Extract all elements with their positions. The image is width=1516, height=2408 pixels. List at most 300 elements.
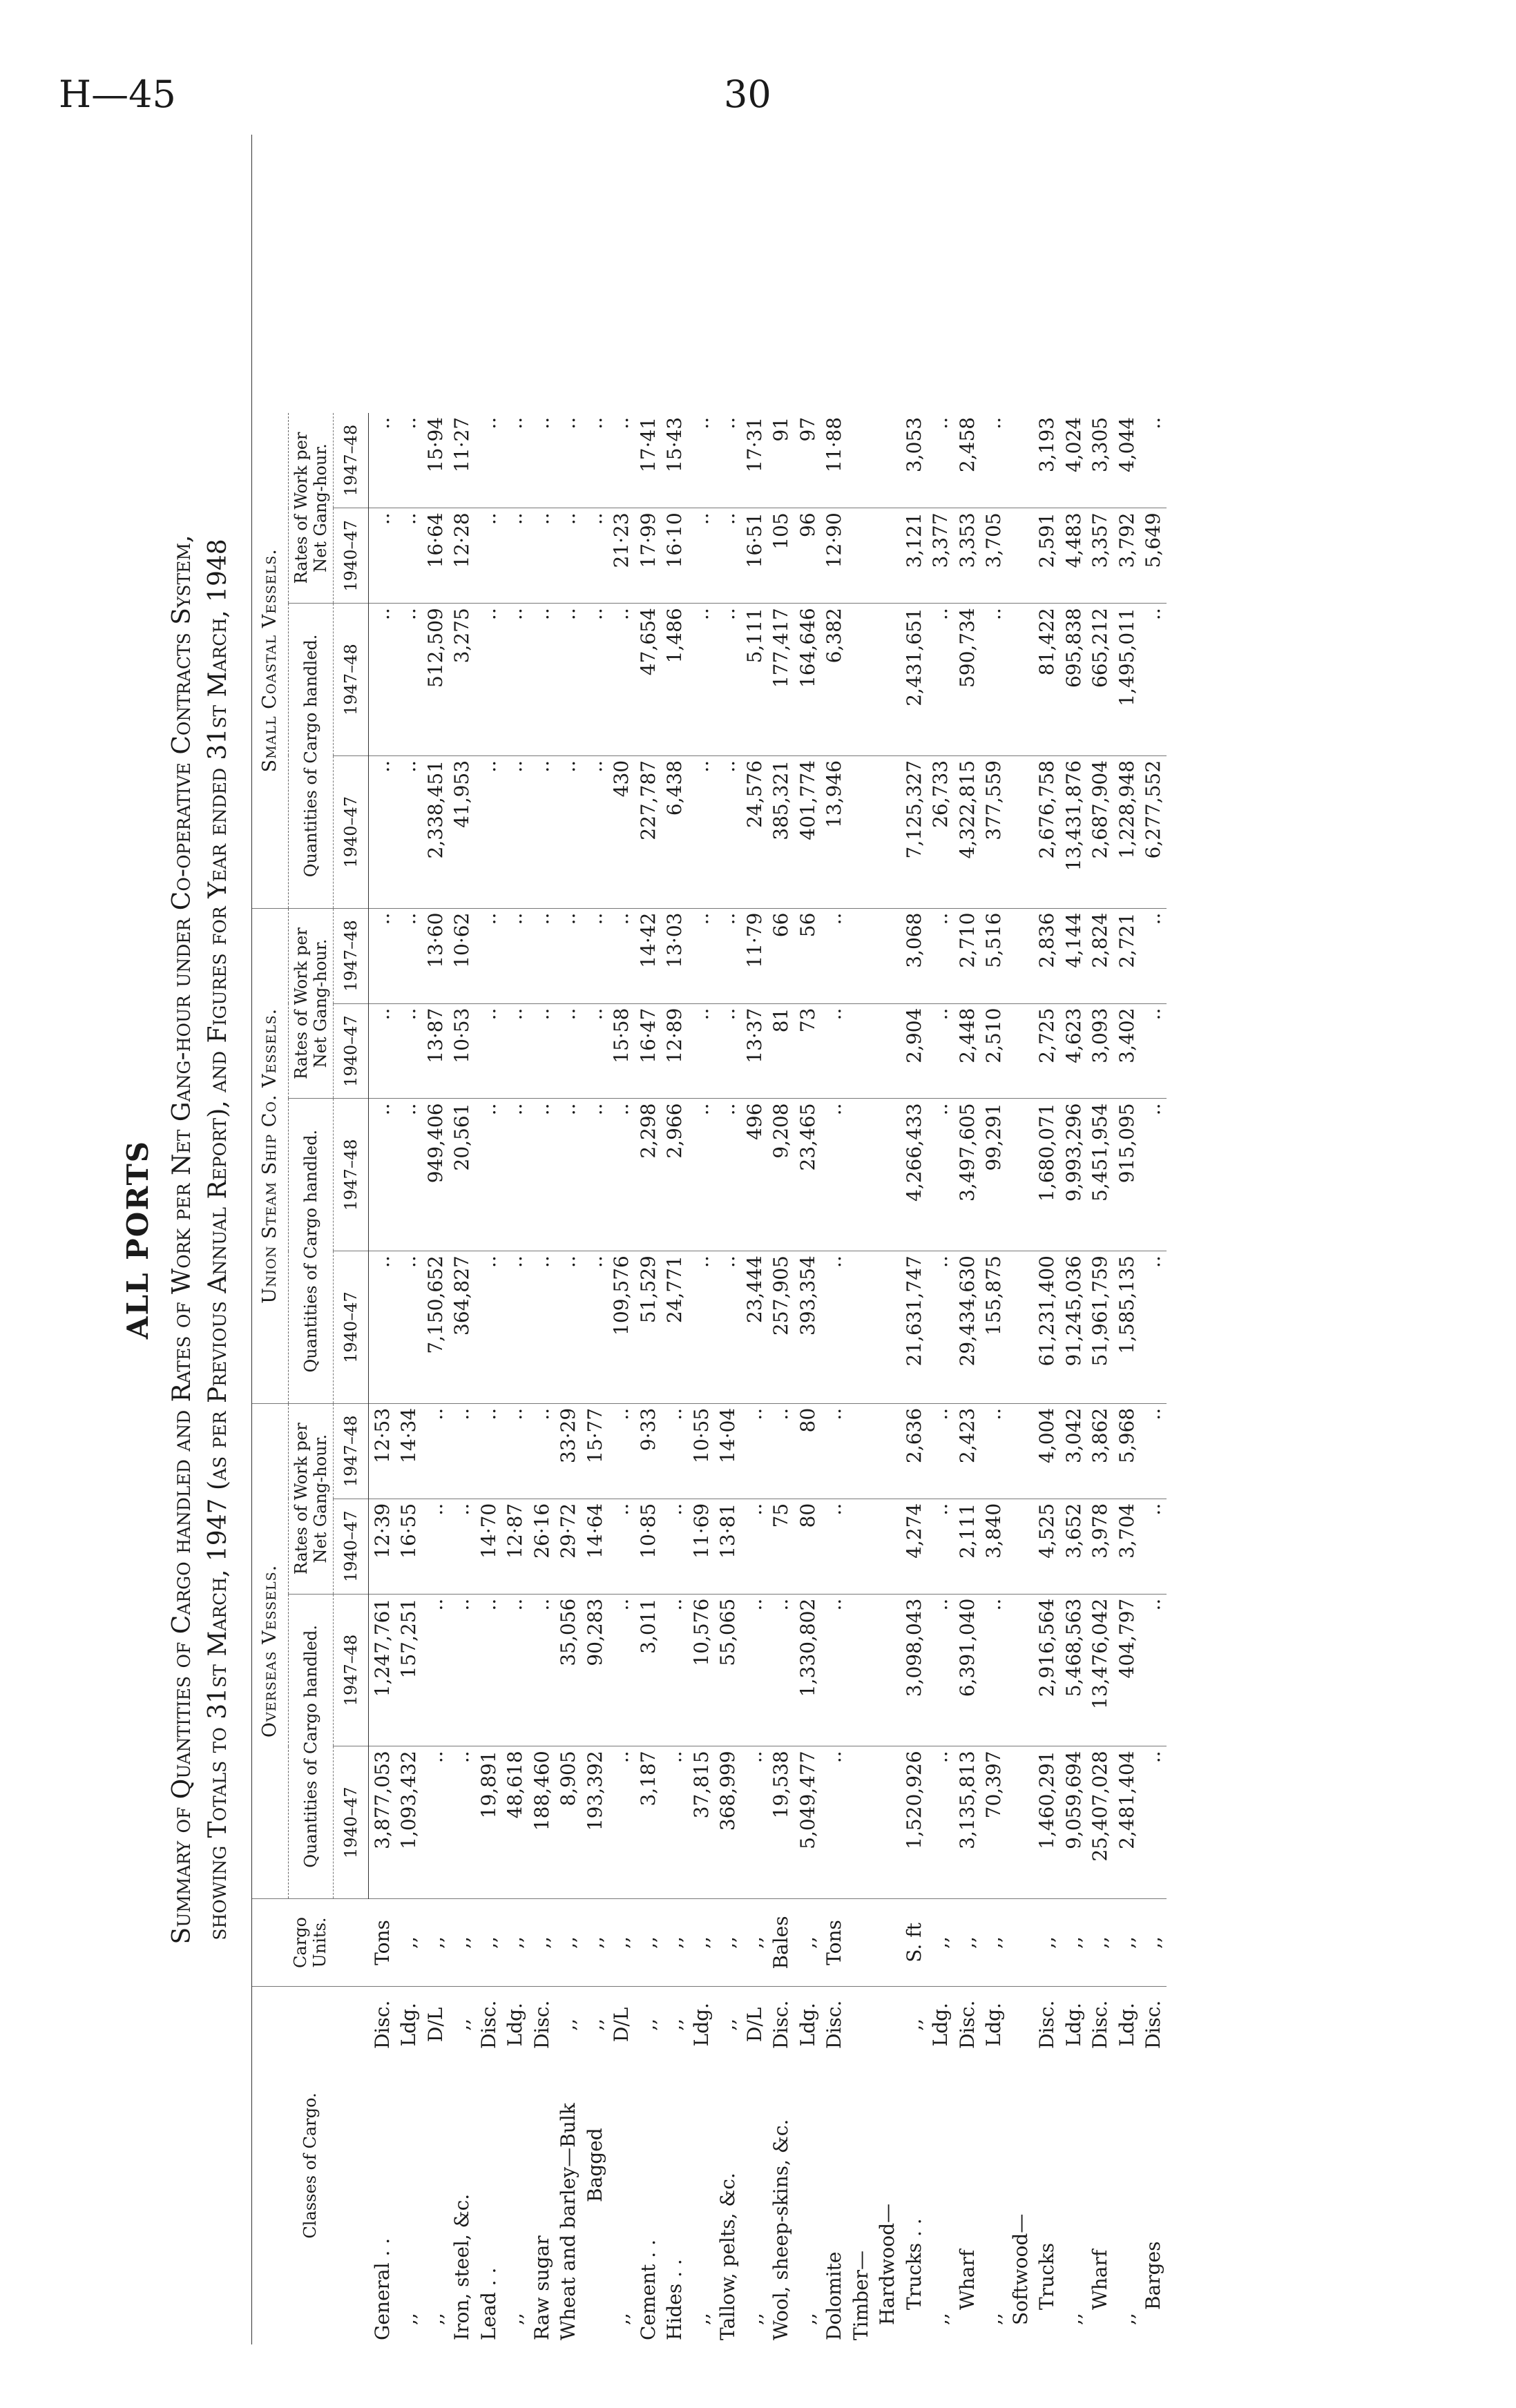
coastal-rate-1947-48: 3,193 bbox=[1034, 413, 1061, 508]
cargo-class: Trucks bbox=[1035, 2242, 1059, 2310]
table-row bbox=[688, 135, 715, 2344]
overseas-rate-1940-47: .. bbox=[608, 1499, 635, 1594]
union-qty-1940-47: .. bbox=[821, 1251, 848, 1404]
coastal-qty-header: Quantities of Cargo handled. bbox=[289, 604, 334, 908]
coastal-qty-1947-48: 5,111 bbox=[741, 604, 768, 756]
overseas-qty-1940-47: 25,407,028 bbox=[1087, 1746, 1114, 1899]
union-rate-1947-48: .. bbox=[475, 908, 502, 1003]
cargo-unit: Tons bbox=[821, 1899, 848, 1987]
table-body bbox=[369, 135, 1167, 2344]
operation: Disc. bbox=[955, 2000, 979, 2050]
union-qty-1947-48: .. bbox=[582, 1099, 608, 1251]
table-row bbox=[475, 135, 502, 2344]
coastal-qty-1947-48: 3,275 bbox=[449, 604, 476, 756]
union-qty-header: Quantities of Cargo handled. bbox=[289, 1099, 334, 1403]
overseas-qty-1947-48 bbox=[874, 1594, 901, 1746]
margin-cell bbox=[449, 135, 476, 413]
overseas-rate-1940-47 bbox=[874, 1499, 901, 1594]
cargo-class: Softwood— bbox=[1008, 2213, 1032, 2325]
union-rate-1940-47: 3,402 bbox=[1113, 1003, 1140, 1099]
overseas-qty-1947-48: .. bbox=[741, 1594, 768, 1746]
union-rate-1940-47: 2,725 bbox=[1034, 1003, 1061, 1099]
overseas-rate-1940-47: 16·55 bbox=[396, 1499, 423, 1594]
cargo-unit: ,, bbox=[475, 1899, 502, 1987]
cargo-unit: ,, bbox=[528, 1899, 555, 1987]
coastal-qty-1940-47: .. bbox=[688, 755, 715, 908]
union-qty-1947-48: 496 bbox=[741, 1099, 768, 1251]
overseas-qty-1947-48: .. bbox=[1140, 1594, 1167, 1746]
overseas-qty-1947-48: 1,247,761 bbox=[369, 1594, 396, 1746]
overseas-qty-1947-48: .. bbox=[449, 1594, 476, 1746]
cargo-unit: ,, bbox=[688, 1899, 715, 1987]
overseas-rate-1940-47: 3,704 bbox=[1113, 1499, 1140, 1594]
overseas-qty-1940-47: 1,093,432 bbox=[396, 1746, 423, 1899]
overseas-qty-1947-48: .. bbox=[768, 1594, 795, 1746]
table-row bbox=[1140, 135, 1167, 2344]
overseas-rate-1940-47: 3,978 bbox=[1087, 1499, 1114, 1594]
cargo-unit: ,, bbox=[1034, 1899, 1061, 1987]
operation: ,, bbox=[450, 2018, 474, 2031]
coastal-qty-1947-48: .. bbox=[396, 604, 423, 756]
overseas-rate-1947-48: .. bbox=[981, 1403, 1008, 1499]
table-row bbox=[794, 135, 821, 2344]
margin-cell bbox=[396, 135, 423, 413]
cargo-unit: Bales bbox=[768, 1899, 795, 1987]
overseas-rate-1940-47: 4,274 bbox=[901, 1499, 928, 1594]
table-row bbox=[715, 135, 742, 2344]
overseas-qty-1940-47: .. bbox=[422, 1746, 449, 1899]
overseas-qty-1947-48: 90,283 bbox=[582, 1594, 608, 1746]
cargo-unit: ,, bbox=[1140, 1899, 1167, 1987]
margin-cell bbox=[821, 135, 848, 413]
union-qty-1940-47 bbox=[874, 1251, 901, 1404]
table-row bbox=[449, 135, 476, 2344]
union-rates-header: Rates of Work per Net Gang-hour. bbox=[289, 908, 334, 1099]
year-header: 1940–47 bbox=[334, 1003, 369, 1099]
operation: Disc. bbox=[477, 2000, 500, 2050]
coastal-rate-1940-47: .. bbox=[369, 508, 396, 604]
coastal-qty-1947-48: 164,646 bbox=[794, 604, 821, 756]
coastal-qty-1940-47: 385,321 bbox=[768, 755, 795, 908]
cargo-class: Tallow, pelts, &c. bbox=[716, 2173, 740, 2340]
overseas-qty-1947-48: 404,797 bbox=[1113, 1594, 1140, 1746]
coastal-rate-1940-47: 3,121 bbox=[901, 508, 928, 604]
overseas-rate-1940-47: 2,111 bbox=[954, 1499, 981, 1594]
overseas-qty-1947-48: .. bbox=[821, 1594, 848, 1746]
operation: ,, bbox=[583, 2018, 606, 2031]
coastal-rate-1947-48: .. bbox=[1140, 413, 1167, 508]
table-row bbox=[608, 135, 635, 2344]
cargo-class: Cement . . bbox=[636, 2239, 660, 2340]
table-row bbox=[901, 135, 928, 2344]
union-qty-1947-48: .. bbox=[475, 1099, 502, 1251]
union-rate-1940-47: .. bbox=[928, 1003, 954, 1099]
overseas-rate-1947-48 bbox=[847, 1403, 874, 1499]
union-qty-1940-47: 155,875 bbox=[981, 1251, 1008, 1404]
overseas-rate-1940-47: .. bbox=[1140, 1499, 1167, 1594]
overseas-qty-1940-47: .. bbox=[741, 1746, 768, 1899]
union-rate-1940-47: .. bbox=[396, 1003, 423, 1099]
union-rate-1947-48: 11·79 bbox=[741, 908, 768, 1003]
union-rate-1947-48: 5,516 bbox=[981, 908, 1008, 1003]
overseas-qty-1940-47: 2,481,404 bbox=[1113, 1746, 1140, 1899]
coastal-qty-1947-48 bbox=[874, 604, 901, 756]
coastal-rate-1940-47: .. bbox=[715, 508, 742, 604]
operation bbox=[1007, 1986, 1034, 2062]
union-qty-1947-48: 20,561 bbox=[449, 1099, 476, 1251]
union-rate-1947-48: 66 bbox=[768, 908, 795, 1003]
union-qty-1940-47: 364,827 bbox=[449, 1251, 476, 1404]
overseas-rate-1940-47: .. bbox=[422, 1499, 449, 1594]
overseas-rate-1947-48: 5,968 bbox=[1113, 1403, 1140, 1499]
coastal-qty-1940-47: 13,431,876 bbox=[1060, 755, 1087, 908]
union-qty-1947-48: 5,451,954 bbox=[1087, 1099, 1114, 1251]
union-qty-1940-47: 393,354 bbox=[794, 1251, 821, 1404]
coastal-rate-1940-47: .. bbox=[688, 508, 715, 604]
coastal-rate-1947-48: 11·88 bbox=[821, 413, 848, 508]
coastal-rate-1947-48: .. bbox=[475, 413, 502, 508]
cargo-class: Wheat and barley—Bulk bbox=[557, 2103, 580, 2340]
union-rate-1940-47: .. bbox=[528, 1003, 555, 1099]
margin-cell bbox=[901, 135, 928, 413]
table-row bbox=[396, 135, 423, 2344]
operation bbox=[874, 1986, 901, 2062]
overseas-qty-1947-48: 13,476,042 bbox=[1087, 1594, 1114, 1746]
cargo-unit: ,, bbox=[1113, 1899, 1140, 1987]
overseas-qty-1947-48: 5,468,563 bbox=[1060, 1594, 1087, 1746]
overseas-qty-1940-47 bbox=[874, 1746, 901, 1899]
union-rate-1947-48: .. bbox=[821, 908, 848, 1003]
coastal-qty-1940-47 bbox=[874, 755, 901, 908]
coastal-rate-1940-47 bbox=[874, 508, 901, 604]
overseas-rate-1947-48: .. bbox=[608, 1403, 635, 1499]
union-rate-1940-47: .. bbox=[475, 1003, 502, 1099]
cargo-unit: Tons bbox=[369, 1899, 396, 1987]
table-row bbox=[662, 135, 689, 2344]
cargo-unit: ,, bbox=[794, 1899, 821, 1987]
overseas-rate-1947-48: .. bbox=[662, 1403, 689, 1499]
table-title-line-2: showing Totals to 31st March, 1947 (as per Previous Annual Report), and Figures for Year ended 31st March, 1948 bbox=[204, 539, 232, 1940]
overseas-qty-1947-48: .. bbox=[475, 1594, 502, 1746]
coastal-qty-1940-47: 2,338,451 bbox=[422, 755, 449, 908]
overseas-rate-1940-47: .. bbox=[449, 1499, 476, 1594]
coastal-qty-1947-48: .. bbox=[688, 604, 715, 756]
union-rate-1947-48: .. bbox=[715, 908, 742, 1003]
overseas-header: Overseas Vessels. bbox=[252, 1403, 289, 1898]
table-row bbox=[635, 135, 662, 2344]
overseas-qty-header: Quantities of Cargo handled. bbox=[289, 1594, 334, 1898]
cargo-unit: ,, bbox=[1087, 1899, 1114, 1987]
operation: Ldg. bbox=[397, 2003, 421, 2047]
union-qty-1947-48: .. bbox=[715, 1099, 742, 1251]
union-qty-1947-48: 99,291 bbox=[981, 1099, 1008, 1251]
operation: ,, bbox=[902, 2018, 925, 2031]
overseas-rate-1940-47: 10·85 bbox=[635, 1499, 662, 1594]
table-row bbox=[954, 135, 981, 2344]
table-row bbox=[582, 135, 608, 2344]
coastal-qty-1940-47: 377,559 bbox=[981, 755, 1008, 908]
union-rate-1940-47: .. bbox=[555, 1003, 582, 1099]
union-qty-1940-47: .. bbox=[928, 1251, 954, 1404]
coastal-qty-1940-47: 4,322,815 bbox=[954, 755, 981, 908]
overseas-rate-1947-48: 10·55 bbox=[688, 1403, 715, 1499]
union-rate-1940-47: 2,904 bbox=[901, 1003, 928, 1099]
coastal-qty-1947-48: 695,838 bbox=[1060, 604, 1087, 756]
union-rate-1947-48: .. bbox=[582, 908, 608, 1003]
union-qty-1947-48: 915,095 bbox=[1113, 1099, 1140, 1251]
coastal-rate-1940-47: 4,483 bbox=[1060, 508, 1087, 604]
operation: ,, bbox=[663, 2018, 687, 2031]
units-header: Cargo Units. bbox=[252, 1899, 369, 1987]
margin-cell bbox=[1034, 135, 1061, 413]
operation: Disc. bbox=[370, 2000, 394, 2050]
overseas-qty-1940-47: .. bbox=[821, 1746, 848, 1899]
overseas-qty-1940-47: 70,397 bbox=[981, 1746, 1008, 1899]
cargo-class: ,, bbox=[982, 2313, 1006, 2325]
coastal-rate-1947-48: 3,305 bbox=[1087, 413, 1114, 508]
union-qty-1940-47: .. bbox=[369, 1251, 396, 1404]
operation: Ldg. bbox=[1062, 2003, 1085, 2047]
coastal-rate-1940-47: 3,353 bbox=[954, 508, 981, 604]
margin-cell bbox=[528, 135, 555, 413]
operation: ,, bbox=[716, 2018, 740, 2031]
cargo-unit: ,, bbox=[582, 1899, 608, 1987]
table-row bbox=[1060, 135, 1087, 2344]
coastal-qty-1940-47: 401,774 bbox=[794, 755, 821, 908]
union-rate-1947-48: .. bbox=[1140, 908, 1167, 1003]
coastal-rate-1940-47 bbox=[1007, 508, 1034, 604]
overseas-qty-1947-48: 35,056 bbox=[555, 1594, 582, 1746]
overseas-qty-1940-47: .. bbox=[928, 1746, 954, 1899]
union-qty-1940-47: 21,631,747 bbox=[901, 1251, 928, 1404]
cargo-unit: ,, bbox=[741, 1899, 768, 1987]
coastal-rate-1940-47: 12·28 bbox=[449, 508, 476, 604]
union-qty-1947-48: .. bbox=[396, 1099, 423, 1251]
coastal-rate-1947-48: .. bbox=[582, 413, 608, 508]
overseas-qty-1940-47: .. bbox=[662, 1746, 689, 1899]
coastal-rate-1940-47: 17·99 bbox=[635, 508, 662, 604]
overseas-rate-1940-47: 14·70 bbox=[475, 1499, 502, 1594]
margin-cell bbox=[715, 135, 742, 413]
cargo-class: ,, bbox=[423, 2313, 447, 2325]
coastal-rate-1947-48 bbox=[1007, 413, 1034, 508]
year-header: 1947–48 bbox=[334, 1403, 369, 1499]
overseas-rate-1947-48: 4,004 bbox=[1034, 1403, 1061, 1499]
main-title: ALL PORTS bbox=[121, 1139, 155, 1340]
year-header: 1947–48 bbox=[334, 1099, 369, 1251]
margin-cell bbox=[475, 135, 502, 413]
coastal-qty-1947-48: 590,734 bbox=[954, 604, 981, 756]
union-qty-1947-48: 23,465 bbox=[794, 1099, 821, 1251]
union-qty-1940-47: 61,231,400 bbox=[1034, 1251, 1061, 1404]
table-row bbox=[1034, 135, 1061, 2344]
union-qty-1947-48: .. bbox=[502, 1099, 529, 1251]
cargo-class: General . . bbox=[370, 2237, 394, 2340]
union-rate-1947-48: 56 bbox=[794, 908, 821, 1003]
coastal-qty-1940-47: .. bbox=[555, 755, 582, 908]
coastal-rates-header: Rates of Work per Net Gang-hour. bbox=[289, 413, 334, 604]
table-row bbox=[768, 135, 795, 2344]
union-rate-1940-47 bbox=[847, 1003, 874, 1099]
overseas-rate-1947-48: 80 bbox=[794, 1403, 821, 1499]
year-header: 1947–48 bbox=[334, 1594, 369, 1746]
cargo-class: Bagged bbox=[583, 2128, 606, 2202]
union-qty-1940-47: 24,771 bbox=[662, 1251, 689, 1404]
cargo-unit: ,, bbox=[502, 1899, 529, 1987]
table-row bbox=[1007, 135, 1034, 2344]
coastal-qty-1947-48: .. bbox=[608, 604, 635, 756]
overseas-qty-1947-48: .. bbox=[422, 1594, 449, 1746]
overseas-rate-1947-48: .. bbox=[821, 1403, 848, 1499]
table-row bbox=[528, 135, 555, 2344]
overseas-rate-1940-47: 12·39 bbox=[369, 1499, 396, 1594]
union-rate-1940-47: .. bbox=[821, 1003, 848, 1099]
cargo-class: Trucks . . bbox=[902, 2218, 925, 2310]
margin-cell bbox=[1140, 135, 1167, 413]
cargo-class: Barges bbox=[1142, 2241, 1165, 2310]
union-rate-1940-47: 10·53 bbox=[449, 1003, 476, 1099]
cargo-unit bbox=[874, 1899, 901, 1987]
operation: Disc. bbox=[530, 2000, 553, 2050]
coastal-rate-1940-47: 12·90 bbox=[821, 508, 848, 604]
overseas-rate-1947-48: .. bbox=[768, 1403, 795, 1499]
coastal-qty-1947-48: .. bbox=[981, 604, 1008, 756]
coastal-rate-1940-47: 105 bbox=[768, 508, 795, 604]
overseas-qty-1947-48: 10,576 bbox=[688, 1594, 715, 1746]
coastal-rate-1940-47: .. bbox=[502, 508, 529, 604]
union-qty-1947-48: 949,406 bbox=[422, 1099, 449, 1251]
union-rate-1940-47: 12·89 bbox=[662, 1003, 689, 1099]
table-row bbox=[928, 135, 954, 2344]
coastal-qty-1947-48: .. bbox=[715, 604, 742, 756]
coastal-qty-1947-48: .. bbox=[475, 604, 502, 756]
union-rate-1940-47: .. bbox=[1140, 1003, 1167, 1099]
overseas-qty-1940-47: .. bbox=[1140, 1746, 1167, 1899]
coastal-rate-1940-47: 5,649 bbox=[1140, 508, 1167, 604]
year-header: 1940–47 bbox=[334, 1746, 369, 1899]
union-rate-1940-47: 73 bbox=[794, 1003, 821, 1099]
overseas-rate-1940-47 bbox=[1007, 1499, 1034, 1594]
union-rate-1947-48: .. bbox=[369, 908, 396, 1003]
union-qty-1940-47: 7,150,652 bbox=[422, 1251, 449, 1404]
coastal-qty-1940-47: .. bbox=[502, 755, 529, 908]
union-rate-1947-48: .. bbox=[608, 908, 635, 1003]
coastal-header: Small Coastal Vessels. bbox=[252, 413, 289, 908]
overseas-rate-1940-47: .. bbox=[662, 1499, 689, 1594]
cargo-class: Raw sugar bbox=[530, 2235, 553, 2340]
overseas-rates-header: Rates of Work per Net Gang-hour. bbox=[289, 1403, 334, 1594]
overseas-qty-1947-48: 3,098,043 bbox=[901, 1594, 928, 1746]
coastal-qty-1940-47: 6,438 bbox=[662, 755, 689, 908]
overseas-qty-1947-48: 55,065 bbox=[715, 1594, 742, 1746]
cargo-unit: ,, bbox=[555, 1899, 582, 1987]
overseas-rate-1940-47: 14·64 bbox=[582, 1499, 608, 1594]
coastal-rate-1940-47: .. bbox=[396, 508, 423, 604]
coastal-qty-1940-47: .. bbox=[715, 755, 742, 908]
coastal-rate-1947-48: .. bbox=[608, 413, 635, 508]
page-number: 30 bbox=[724, 73, 771, 116]
overseas-qty-1940-47: 188,460 bbox=[528, 1746, 555, 1899]
union-rate-1947-48: .. bbox=[928, 908, 954, 1003]
union-qty-1940-47: .. bbox=[396, 1251, 423, 1404]
overseas-qty-1940-47: 368,999 bbox=[715, 1746, 742, 1899]
coastal-rate-1947-48 bbox=[874, 413, 901, 508]
coastal-qty-1947-48 bbox=[847, 604, 874, 756]
coastal-qty-1947-48: 177,417 bbox=[768, 604, 795, 756]
union-rate-1947-48: .. bbox=[396, 908, 423, 1003]
union-rate-1947-48: .. bbox=[688, 908, 715, 1003]
overseas-qty-1947-48: .. bbox=[981, 1594, 1008, 1746]
cargo-unit: S. ft bbox=[901, 1899, 928, 1987]
overseas-rate-1947-48: 12·53 bbox=[369, 1403, 396, 1499]
union-rate-1940-47: 4,623 bbox=[1060, 1003, 1087, 1099]
table-row bbox=[422, 135, 449, 2344]
overseas-rate-1940-47: 75 bbox=[768, 1499, 795, 1594]
coastal-rate-1947-48 bbox=[847, 413, 874, 508]
operation: Ldg. bbox=[689, 2003, 713, 2047]
cargo-unit bbox=[847, 1899, 874, 1987]
operation: D/L bbox=[610, 2007, 633, 2043]
union-qty-1947-48: .. bbox=[369, 1099, 396, 1251]
cargo-unit: ,, bbox=[981, 1899, 1008, 1987]
table-row bbox=[555, 135, 582, 2344]
overseas-qty-1947-48: 2,916,564 bbox=[1034, 1594, 1061, 1746]
overseas-rate-1940-47: .. bbox=[821, 1499, 848, 1594]
table-row bbox=[502, 135, 529, 2344]
coastal-rate-1947-48: .. bbox=[981, 413, 1008, 508]
overseas-qty-1940-47: .. bbox=[608, 1746, 635, 1899]
union-rate-1940-47: 16·47 bbox=[635, 1003, 662, 1099]
coastal-qty-1940-47: 227,787 bbox=[635, 755, 662, 908]
overseas-rate-1940-47: 80 bbox=[794, 1499, 821, 1594]
coastal-rate-1947-48: 17·31 bbox=[741, 413, 768, 508]
union-rate-1947-48: 3,068 bbox=[901, 908, 928, 1003]
overseas-rate-1947-48: .. bbox=[502, 1403, 529, 1499]
overseas-rate-1940-47: 3,652 bbox=[1060, 1499, 1087, 1594]
overseas-qty-1947-48: .. bbox=[662, 1594, 689, 1746]
margin-cell bbox=[688, 135, 715, 413]
union-rate-1940-47: 15·58 bbox=[608, 1003, 635, 1099]
operation: ,, bbox=[557, 2018, 580, 2031]
union-rate-1947-48: 4,144 bbox=[1060, 908, 1087, 1003]
union-qty-1947-48: .. bbox=[1140, 1099, 1167, 1251]
cargo-class: ,, bbox=[1115, 2313, 1138, 2325]
coastal-rate-1940-47: .. bbox=[555, 508, 582, 604]
cargo-class: ,, bbox=[503, 2313, 527, 2325]
overseas-qty-1940-47: 1,520,926 bbox=[901, 1746, 928, 1899]
coastal-rate-1947-48: 3,053 bbox=[901, 413, 928, 508]
overseas-rate-1947-48: 14·34 bbox=[396, 1403, 423, 1499]
margin-cell bbox=[768, 135, 795, 413]
operation: Disc. bbox=[823, 2000, 846, 2050]
coastal-qty-1947-48: .. bbox=[582, 604, 608, 756]
overseas-rate-1940-47: .. bbox=[741, 1499, 768, 1594]
coastal-qty-1947-48: .. bbox=[369, 604, 396, 756]
coastal-qty-1940-47: 26,733 bbox=[928, 755, 954, 908]
coastal-rate-1947-48: .. bbox=[502, 413, 529, 508]
union-rate-1940-47: .. bbox=[688, 1003, 715, 1099]
overseas-rate-1947-48: 2,636 bbox=[901, 1403, 928, 1499]
overseas-qty-1940-47 bbox=[847, 1746, 874, 1899]
coastal-qty-1940-47: 41,953 bbox=[449, 755, 476, 908]
cargo-unit: ,, bbox=[954, 1899, 981, 1987]
union-rate-1940-47: .. bbox=[582, 1003, 608, 1099]
margin-cell bbox=[847, 135, 874, 413]
overseas-rate-1947-48: .. bbox=[475, 1403, 502, 1499]
margin-cell bbox=[608, 135, 635, 413]
coastal-qty-1947-48: .. bbox=[502, 604, 529, 756]
coastal-qty-1940-47: 430 bbox=[608, 755, 635, 908]
